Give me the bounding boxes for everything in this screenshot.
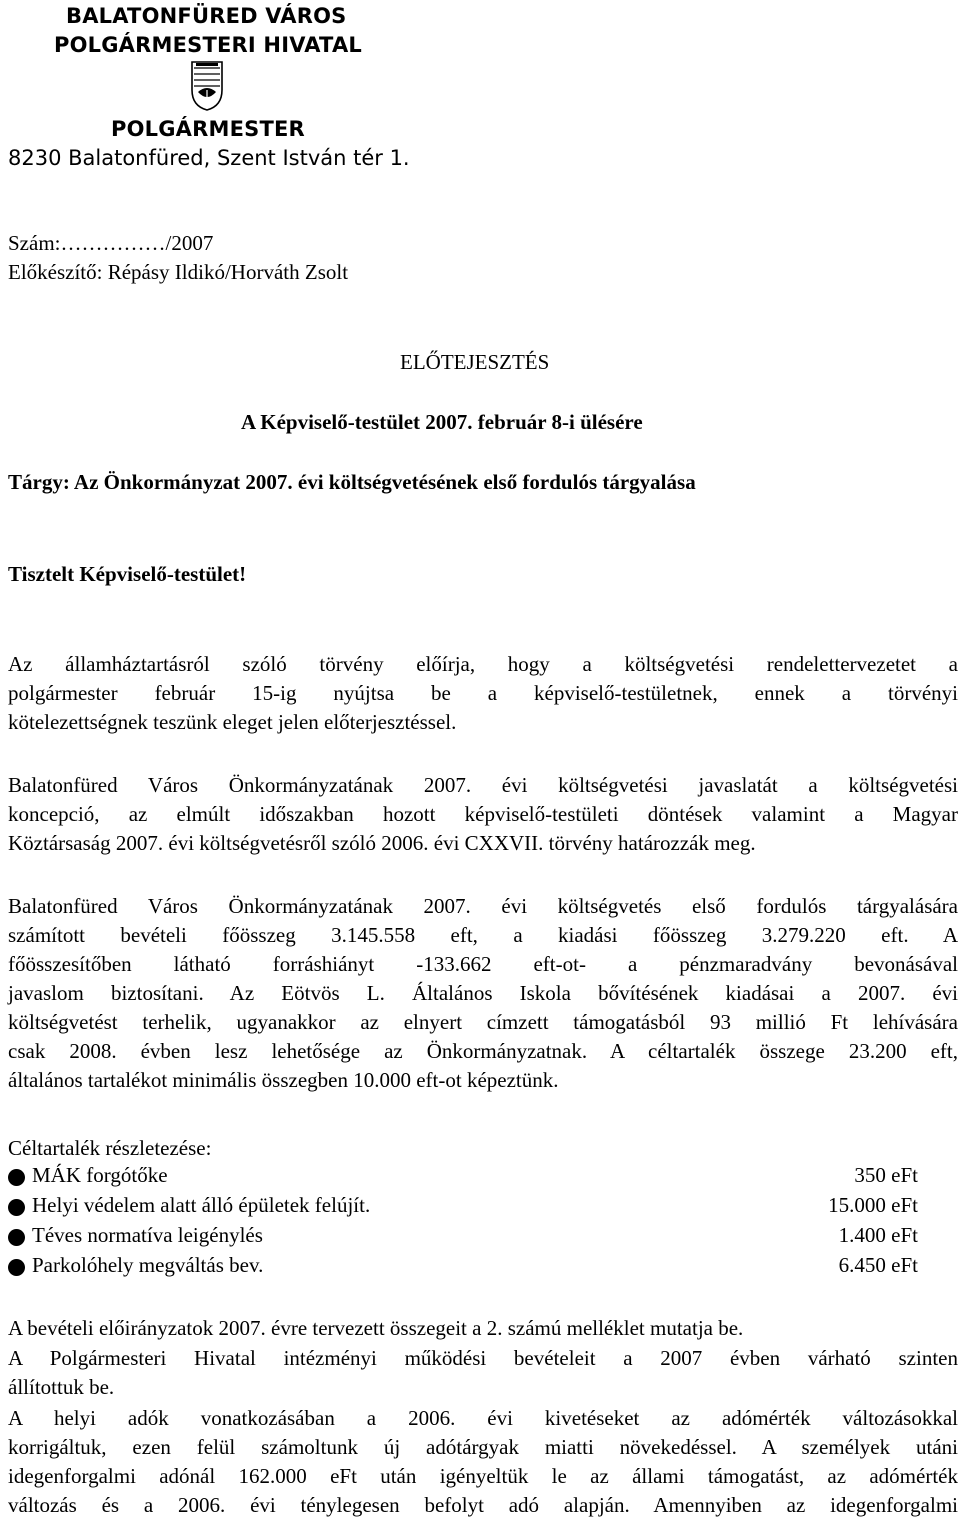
document-number: Szám:……………/2007 <box>8 231 214 255</box>
paragraph-line: Balatonfüred Város Önkormányzatának 2007. évi költségvetési javaslatát a költségvetési <box>8 773 958 797</box>
paragraph-revenue-appendix <box>8 1314 958 1343</box>
reserve-heading: Céltartalék részletezése: <box>8 1136 212 1160</box>
org-name-line2: POLGÁRMESTERI HIVATAL <box>54 33 362 57</box>
paragraph-line: Köztársaság 2007. évi költségvetésről szóló 2006. évi CXXVII. törvény határozzák meg. <box>8 831 756 855</box>
list-item <box>8 1193 918 1223</box>
preparer-line: Előkészítő: Répásy Ildikó/Horváth Zsolt <box>8 260 349 284</box>
paragraph-line: általános tartalékot minimális összegben 10.000 eft-ot képeztünk. <box>8 1068 559 1092</box>
org-name-line1: BALATONFÜRED VÁROS <box>66 4 347 28</box>
list-item <box>8 1253 918 1283</box>
reserve-item-label: Parkolóhely megváltás bev. <box>32 1253 264 1277</box>
reserve-item-value: 15.000 eFt <box>828 1193 918 1217</box>
paragraph-line: A Polgármesteri Hivatal intézményi működési bevételeit a 2007 évben várható szinten <box>8 1346 958 1370</box>
reserve-item-value: 6.450 eFt <box>838 1253 918 1277</box>
paragraph-line: változás és a 2006. évi ténylegesen befolyt adó alapján. Amennyiben az idegenforgalmi <box>8 1493 958 1517</box>
paragraph-line: korrigáltuk, ezen felül számoltunk új adótárgyak miatti növekedéssel. A személyek utáni <box>8 1435 958 1459</box>
paragraph-line: csak 2008. évben lesz lehetősége az Önkormányzatnak. A céltartalék összege 23.200 eft, <box>8 1039 958 1063</box>
paragraph-line: állítottuk be. <box>8 1375 115 1399</box>
paragraph-line: Balatonfüred Város Önkormányzatának 2007. évi költségvetés első fordulós tárgyalására <box>8 894 958 918</box>
bullet-icon <box>8 1199 25 1216</box>
paragraph-line: A helyi adók vonatkozásában a 2006. évi kivetéseket az adómérték változásokkal <box>8 1406 958 1430</box>
meeting-subtitle: A Képviselő-testület 2007. február 8-i ülésére <box>241 410 643 434</box>
paragraph-budget-totals <box>8 892 958 1095</box>
paragraph-line: főösszesítőben látható forráshiányt -133.662 eft-ot- a pénzmaradvány bevonásával <box>8 952 958 976</box>
reserve-item-label: Téves normatíva leigénylés <box>32 1223 263 1247</box>
reserve-item-value: 350 eFt <box>854 1163 918 1187</box>
paragraph-line: javaslom biztosítani. Az Eötvös L. Általános Iskola bővítésének kiadásai a 2007. évi <box>8 981 958 1005</box>
paragraph-office-revenue <box>8 1344 958 1402</box>
salutation: Tisztelt Képviselő-testület! <box>8 562 247 586</box>
list-item <box>8 1223 918 1253</box>
paragraph-line: kötelezettségnek teszünk eleget jelen előterjesztéssel. <box>8 710 457 734</box>
paragraph-budget-proposal <box>8 771 958 858</box>
office-role: POLGÁRMESTER <box>111 117 305 141</box>
paragraph-line: költségvetést terhelik, ugyanakkor az elnyert címzett támogatásból 93 millió Ft lehívására <box>8 1010 958 1034</box>
office-address: 8230 Balatonfüred, Szent István tér 1. <box>8 146 410 170</box>
reserve-item-value: 1.400 eFt <box>838 1223 918 1247</box>
paragraph-line: Az államháztartásról szóló törvény előírja, hogy a költségvetési rendelettervezetet a <box>8 652 958 676</box>
coat-of-arms-icon <box>190 60 224 112</box>
subject-line: Tárgy: Az Önkormányzat 2007. évi költségvetésének első fordulós tárgyalása <box>8 470 696 494</box>
paragraph-line: koncepció, az elmúlt időszakban hozott képviselő-testületi döntések valamint a Magyar <box>8 802 958 826</box>
document-title: ELŐTEJESZTÉS <box>400 350 550 374</box>
reserve-item-label: MÁK forgótőke <box>32 1163 168 1187</box>
reserve-item-label: Helyi védelem alatt álló épületek felújít. <box>32 1193 371 1217</box>
paragraph-line: idegenforgalmi adónál 162.000 eFt után igényeltük le az állami támogatást, az adómérték <box>8 1464 958 1488</box>
paragraph-legal-basis <box>8 650 958 737</box>
bullet-icon <box>8 1229 25 1246</box>
bullet-icon <box>8 1169 25 1186</box>
paragraph-line: A bevételi előirányzatok 2007. évre tervezett összegeit a 2. számú melléklet mutatja be. <box>8 1316 744 1340</box>
bullet-icon <box>8 1259 25 1276</box>
paragraph-line: polgármester február 15-ig nyújtsa be a képviselő-testületnek, ennek a törvényi <box>8 681 958 705</box>
paragraph-line: számított bevételi főösszeg 3.145.558 eft, a kiadási főösszeg 3.279.220 eft. A <box>8 923 958 947</box>
list-item <box>8 1163 918 1193</box>
paragraph-local-taxes <box>8 1404 958 1520</box>
